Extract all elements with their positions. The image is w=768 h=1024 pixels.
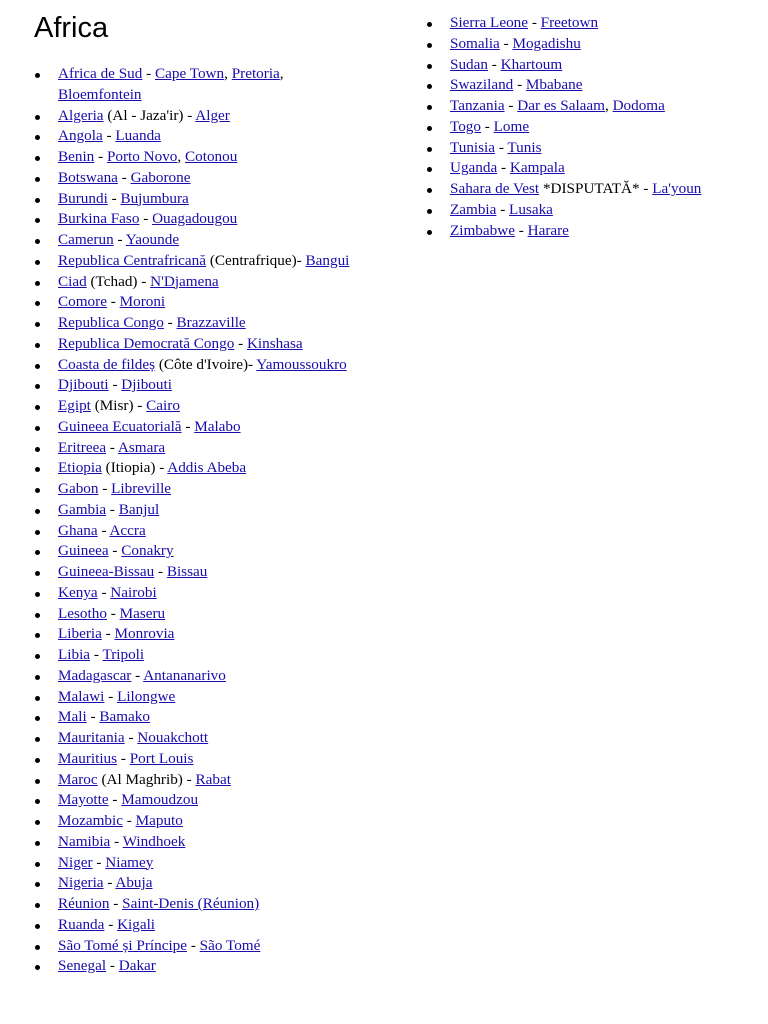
country-link-ruanda[interactable]: Ruanda (58, 915, 105, 933)
capital-link-sao-tome[interactable]: São Tomé (199, 936, 261, 954)
separator-text: - (142, 65, 156, 82)
capital-link-conakry[interactable]: Conakry (121, 542, 174, 560)
capital-link-nouakchott[interactable]: Nouakchott (137, 729, 209, 746)
separator-text: - (106, 438, 118, 456)
separator-text: (Misr) - (90, 397, 147, 414)
country-list-item (34, 230, 364, 251)
country-list-item (34, 604, 364, 625)
country-link-republica-congo[interactable]: Republica Congo (58, 314, 164, 331)
country-list-item (34, 707, 364, 728)
separator-text: - (109, 895, 123, 912)
capital-link-lome[interactable]: Lome (493, 117, 530, 135)
country-list-item (34, 500, 364, 521)
capital-link-tripoli[interactable]: Tripoli (102, 646, 145, 663)
capital-link-cairo[interactable]: Cairo (146, 397, 180, 414)
country-list-item (34, 915, 364, 936)
capital-link-nairobi[interactable]: Nairobi (110, 583, 157, 601)
separator-text: , (604, 97, 613, 114)
country-link-mozambic[interactable]: Mozambic (58, 812, 123, 829)
country-list-item (34, 251, 364, 272)
country-link-mayotte[interactable]: Mayotte (58, 791, 109, 809)
country-link-burkina-faso[interactable]: Burkina Faso (58, 210, 140, 228)
capital-link-kigali[interactable]: Kigali (117, 915, 156, 933)
capital-link-antananarivo[interactable]: Antananarivo (143, 666, 226, 684)
country-link-sierra-leone[interactable]: Sierra Leone (450, 14, 529, 31)
capital-link-khartoum[interactable]: Khartoum (500, 55, 563, 73)
country-link-niger[interactable]: Niger (58, 853, 93, 871)
country-link-uganda[interactable]: Uganda (450, 159, 498, 177)
country-list-item (34, 687, 364, 708)
capital-link-dakar[interactable]: Dakar (118, 957, 156, 975)
country-link-etiopia[interactable]: Etiopia (58, 459, 102, 477)
country-list-item (34, 936, 364, 957)
country-list-item (426, 75, 726, 96)
country-list-item (34, 438, 364, 459)
country-link-libia[interactable]: Libia (58, 646, 91, 663)
separator-text: (Itiopia) - (101, 459, 168, 477)
country-link-comore[interactable]: Comore (58, 293, 107, 311)
capital-link-gaborone[interactable]: Gaborone (130, 168, 191, 186)
separator-text: - (181, 417, 195, 435)
country-list-item (426, 96, 726, 117)
separator-text: - (101, 625, 115, 643)
country-link-tanzania[interactable]: Tanzania (450, 97, 505, 114)
country-link-ciad[interactable]: Ciad (58, 272, 87, 290)
separator-text: - (106, 957, 119, 975)
country-list-item (34, 749, 364, 770)
separator-text: - (106, 293, 120, 311)
separator-text: - (497, 159, 510, 177)
separator-text: - (97, 583, 111, 601)
capital-link-yamoussoukro[interactable]: Yamoussoukro (256, 355, 347, 373)
separator-text: - (124, 729, 138, 746)
separator-text: - (97, 521, 110, 539)
separator-text: (Centrafrique)- (206, 251, 306, 269)
separator-text: - (504, 97, 518, 114)
capital-link-port-louis[interactable]: Port Louis (129, 749, 194, 767)
country-link-gambia[interactable]: Gambia (58, 500, 107, 518)
country-link-lesotho[interactable]: Lesotho (58, 604, 107, 622)
country-link-mauritius[interactable]: Mauritius (58, 749, 118, 767)
country-link-guineea[interactable]: Guineea (58, 542, 109, 560)
separator-text: - (514, 221, 528, 239)
country-list-item (34, 832, 364, 853)
separator-text: - (139, 210, 153, 228)
country-list-item (34, 894, 364, 915)
country-link-kenya[interactable]: Kenya (58, 583, 98, 601)
country-link-swaziland[interactable]: Swaziland (450, 76, 514, 94)
capital-link-harare[interactable]: Harare (527, 221, 569, 239)
capital-link-cape-town[interactable]: Cape Town (155, 65, 225, 82)
capital-link-brazzaville[interactable]: Brazzaville (176, 314, 246, 331)
country-link-ghana[interactable]: Ghana (58, 521, 98, 539)
separator-text: (Al Maghrib) - (97, 770, 196, 788)
country-list-item (34, 583, 364, 604)
country-list-item (34, 956, 364, 977)
country-list-item (34, 189, 364, 210)
country-link-eritreea[interactable]: Eritreea (58, 438, 107, 456)
capital-link-bloemfontein[interactable]: Bloemfontein (58, 85, 142, 103)
capital-link-mogadishu[interactable]: Mogadishu (512, 34, 581, 52)
country-link-nigeria[interactable]: Nigeria (58, 874, 104, 892)
capital-link-luanda[interactable]: Luanda (115, 127, 161, 145)
capital-link-libreville[interactable]: Libreville (111, 480, 172, 497)
capital-link-accra[interactable]: Accra (109, 521, 146, 539)
country-list-item (426, 158, 726, 179)
capital-link-yaounde[interactable]: Yaounde (125, 231, 180, 248)
country-list-item (426, 138, 726, 159)
capital-link-maputo[interactable]: Maputo (135, 812, 183, 829)
separator-text: - (107, 189, 121, 207)
capital-link-niamey[interactable]: Niamey (105, 853, 154, 871)
capital-link-porto-novo[interactable]: Porto Novo (106, 148, 178, 165)
country-list-item (34, 126, 364, 147)
country-list-item (34, 790, 364, 811)
country-list-item (34, 521, 364, 542)
separator-text: - (104, 687, 118, 705)
capital-link-ouagadougou[interactable]: Ouagadougou (152, 210, 238, 228)
country-list-item (426, 179, 726, 200)
separator-text: - (154, 563, 167, 580)
capital-link-tunis[interactable]: Tunis (507, 138, 542, 156)
country-link-republica-centrafricana[interactable]: Republica Centrafricană (58, 251, 207, 269)
country-link-mauritania[interactable]: Mauritania (58, 729, 125, 746)
separator-text: - (481, 117, 494, 135)
capital-link-malabo[interactable]: Malabo (194, 417, 241, 435)
country-list-item (426, 117, 726, 138)
country-list-item (34, 624, 364, 645)
country-list-right (426, 13, 726, 241)
separator-text: - (117, 168, 131, 186)
capital-link-bujumbura[interactable]: Bujumbura (120, 189, 189, 207)
country-list-item (34, 334, 364, 355)
capital-link-addis-abeba[interactable]: Addis Abeba (167, 459, 247, 477)
capital-link-dodoma[interactable]: Dodoma (612, 97, 665, 114)
country-list-item (34, 292, 364, 313)
capital-link-dar-es-salaam[interactable]: Dar es Salaam (517, 97, 605, 114)
capital-link-moroni[interactable]: Moroni (119, 293, 166, 311)
capital-link-pretoria[interactable]: Pretoria (231, 65, 280, 82)
separator-text: - (108, 791, 122, 809)
capital-link-cotonou[interactable]: Cotonou (185, 148, 238, 165)
country-list-item (34, 396, 364, 417)
country-link-zimbabwe[interactable]: Zimbabwe (450, 221, 515, 239)
separator-text: - (122, 812, 136, 829)
capital-link-banjul[interactable]: Banjul (118, 500, 160, 518)
country-list-item (34, 541, 364, 562)
country-list-item (34, 728, 364, 749)
separator-text: - (499, 34, 513, 52)
separator-text: (Tchad) - (86, 272, 151, 290)
country-link-gabon[interactable]: Gabon (58, 480, 99, 497)
country-list-item (34, 666, 364, 687)
country-link-algeria[interactable]: Algeria (58, 106, 104, 124)
country-link-reunion[interactable]: Réunion (58, 895, 110, 912)
capital-link-alger[interactable]: Alger (195, 106, 230, 124)
country-list-item (34, 168, 364, 189)
page-title: Africa (34, 12, 109, 44)
country-link-sahara-de-vest[interactable]: Sahara de Vest (450, 180, 540, 197)
country-list-item (34, 458, 364, 479)
capital-link-bangui[interactable]: Bangui (305, 251, 350, 269)
country-link-maroc[interactable]: Maroc (58, 770, 98, 788)
country-link-somalia[interactable]: Somalia (450, 34, 500, 52)
separator-text: - (90, 646, 103, 663)
country-list-left (34, 64, 364, 977)
country-link-malawi[interactable]: Malawi (58, 687, 105, 705)
country-list-item (34, 770, 364, 791)
country-list-item (34, 375, 364, 396)
country-list-item (34, 272, 364, 293)
capital-link-bamako[interactable]: Bamako (99, 708, 150, 726)
capital-link-lilongwe[interactable]: Lilongwe (117, 687, 176, 705)
capital-link-kinshasa[interactable]: Kinshasa (246, 334, 303, 352)
separator-text: - (98, 480, 112, 497)
country-list-item (426, 13, 726, 34)
country-link-benin[interactable]: Benin (58, 148, 95, 165)
separator-text: - (487, 55, 501, 73)
separator-text: *DISPUTATĂ* - (539, 180, 653, 197)
separator-text: , (224, 65, 232, 82)
country-link-camerun[interactable]: Camerun (58, 231, 114, 248)
country-link-djibouti[interactable]: Djibouti (58, 376, 109, 394)
country-list-item (34, 853, 364, 874)
country-list-item (34, 417, 364, 438)
country-link-sudan[interactable]: Sudan (450, 55, 488, 73)
separator-text: - (108, 542, 122, 560)
country-list-item (34, 313, 364, 334)
separator-text: - (131, 666, 144, 684)
separator-text: - (103, 874, 116, 892)
capital-link-la-youn[interactable]: La'youn (652, 180, 702, 197)
country-link-tunisia[interactable]: Tunisia (450, 138, 496, 156)
country-list-item (34, 106, 364, 127)
separator-text: , (279, 65, 284, 82)
country-link-angola[interactable]: Angola (58, 127, 103, 145)
country-link-namibia[interactable]: Namibia (58, 832, 111, 850)
capital-link-monrovia[interactable]: Monrovia (114, 625, 175, 643)
capital-link-saint-denis-reunion[interactable]: Saint-Denis (Réunion) (122, 895, 260, 912)
separator-text: - (163, 314, 177, 331)
capital-link-freetown[interactable]: Freetown (540, 14, 599, 31)
country-list-item (426, 200, 726, 221)
separator-text: - (513, 76, 526, 94)
country-list-item (34, 873, 364, 894)
separator-text: - (113, 231, 126, 248)
country-link-senegal[interactable]: Senegal (58, 957, 107, 975)
country-link-liberia[interactable]: Liberia (58, 625, 102, 643)
country-list-item (426, 34, 726, 55)
separator-text: , (177, 148, 185, 165)
capital-link-n-djamena[interactable]: N'Djamena (150, 272, 219, 290)
capital-link-lusaka[interactable]: Lusaka (509, 200, 553, 218)
country-list-item (34, 811, 364, 832)
separator-text: - (86, 708, 100, 726)
separator-text: - (495, 138, 508, 156)
country-link-sao-tome-si-principe[interactable]: São Tomé și Príncipe (58, 936, 188, 954)
separator-text: - (187, 936, 200, 954)
capital-link-asmara[interactable]: Asmara (117, 438, 166, 456)
country-link-zambia[interactable]: Zambia (450, 200, 497, 218)
separator-text: - (110, 832, 123, 850)
capital-link-kampala[interactable]: Kampala (509, 159, 565, 177)
separator-text: (Al - Jaza'ir) - (103, 106, 196, 124)
country-link-africa-de-sud[interactable]: Africa de Sud (58, 65, 143, 82)
capital-link-bissau[interactable]: Bissau (166, 563, 208, 580)
separator-text: (Côte d'Ivoire)- (155, 355, 257, 373)
country-link-mali[interactable]: Mali (58, 708, 87, 726)
country-link-madagascar[interactable]: Madagascar (58, 666, 132, 684)
country-list-item (34, 562, 364, 583)
country-list-item (34, 645, 364, 666)
country-link-guineea-bissau[interactable]: Guineea-Bissau (58, 563, 155, 580)
capital-link-windhoek[interactable]: Windhoek (122, 832, 186, 850)
country-link-republica-democrata-congo[interactable]: Republica Democrată Congo (58, 334, 235, 352)
country-list-item (34, 355, 364, 376)
separator-text: - (94, 148, 107, 165)
separator-text: - (108, 376, 122, 394)
separator-text: - (92, 853, 106, 871)
separator-text: - (496, 200, 510, 218)
country-list-item (34, 147, 364, 168)
country-list-item (426, 221, 726, 242)
separator-text: - (234, 334, 247, 352)
separator-text: - (528, 14, 541, 31)
country-list-item (34, 209, 364, 230)
separator-text: - (106, 604, 120, 622)
country-link-burundi[interactable]: Burundi (58, 189, 108, 207)
country-list-item (34, 479, 364, 500)
capital-link-abuja[interactable]: Abuja (115, 874, 153, 892)
capital-link-maseru[interactable]: Maseru (119, 604, 166, 622)
country-list-item (34, 64, 364, 106)
capital-link-mamoudzou[interactable]: Mamoudzou (121, 791, 199, 809)
country-link-coasta-de-fildes[interactable]: Coasta de fildeș (58, 355, 156, 373)
country-link-botswana[interactable]: Botswana (58, 168, 118, 186)
separator-text: - (106, 500, 119, 518)
country-link-egipt[interactable]: Egipt (58, 397, 91, 414)
capital-link-djibouti[interactable]: Djibouti (121, 376, 172, 394)
separator-text: - (104, 915, 118, 933)
country-list-item (426, 55, 726, 76)
capital-link-rabat[interactable]: Rabat (195, 770, 231, 788)
country-link-guineea-ecuatoriala[interactable]: Guineea Ecuatorială (58, 417, 182, 435)
country-link-togo[interactable]: Togo (450, 117, 481, 135)
separator-text: - (117, 749, 130, 767)
capital-link-mbabane[interactable]: Mbabane (525, 76, 583, 94)
separator-text: - (102, 127, 116, 145)
